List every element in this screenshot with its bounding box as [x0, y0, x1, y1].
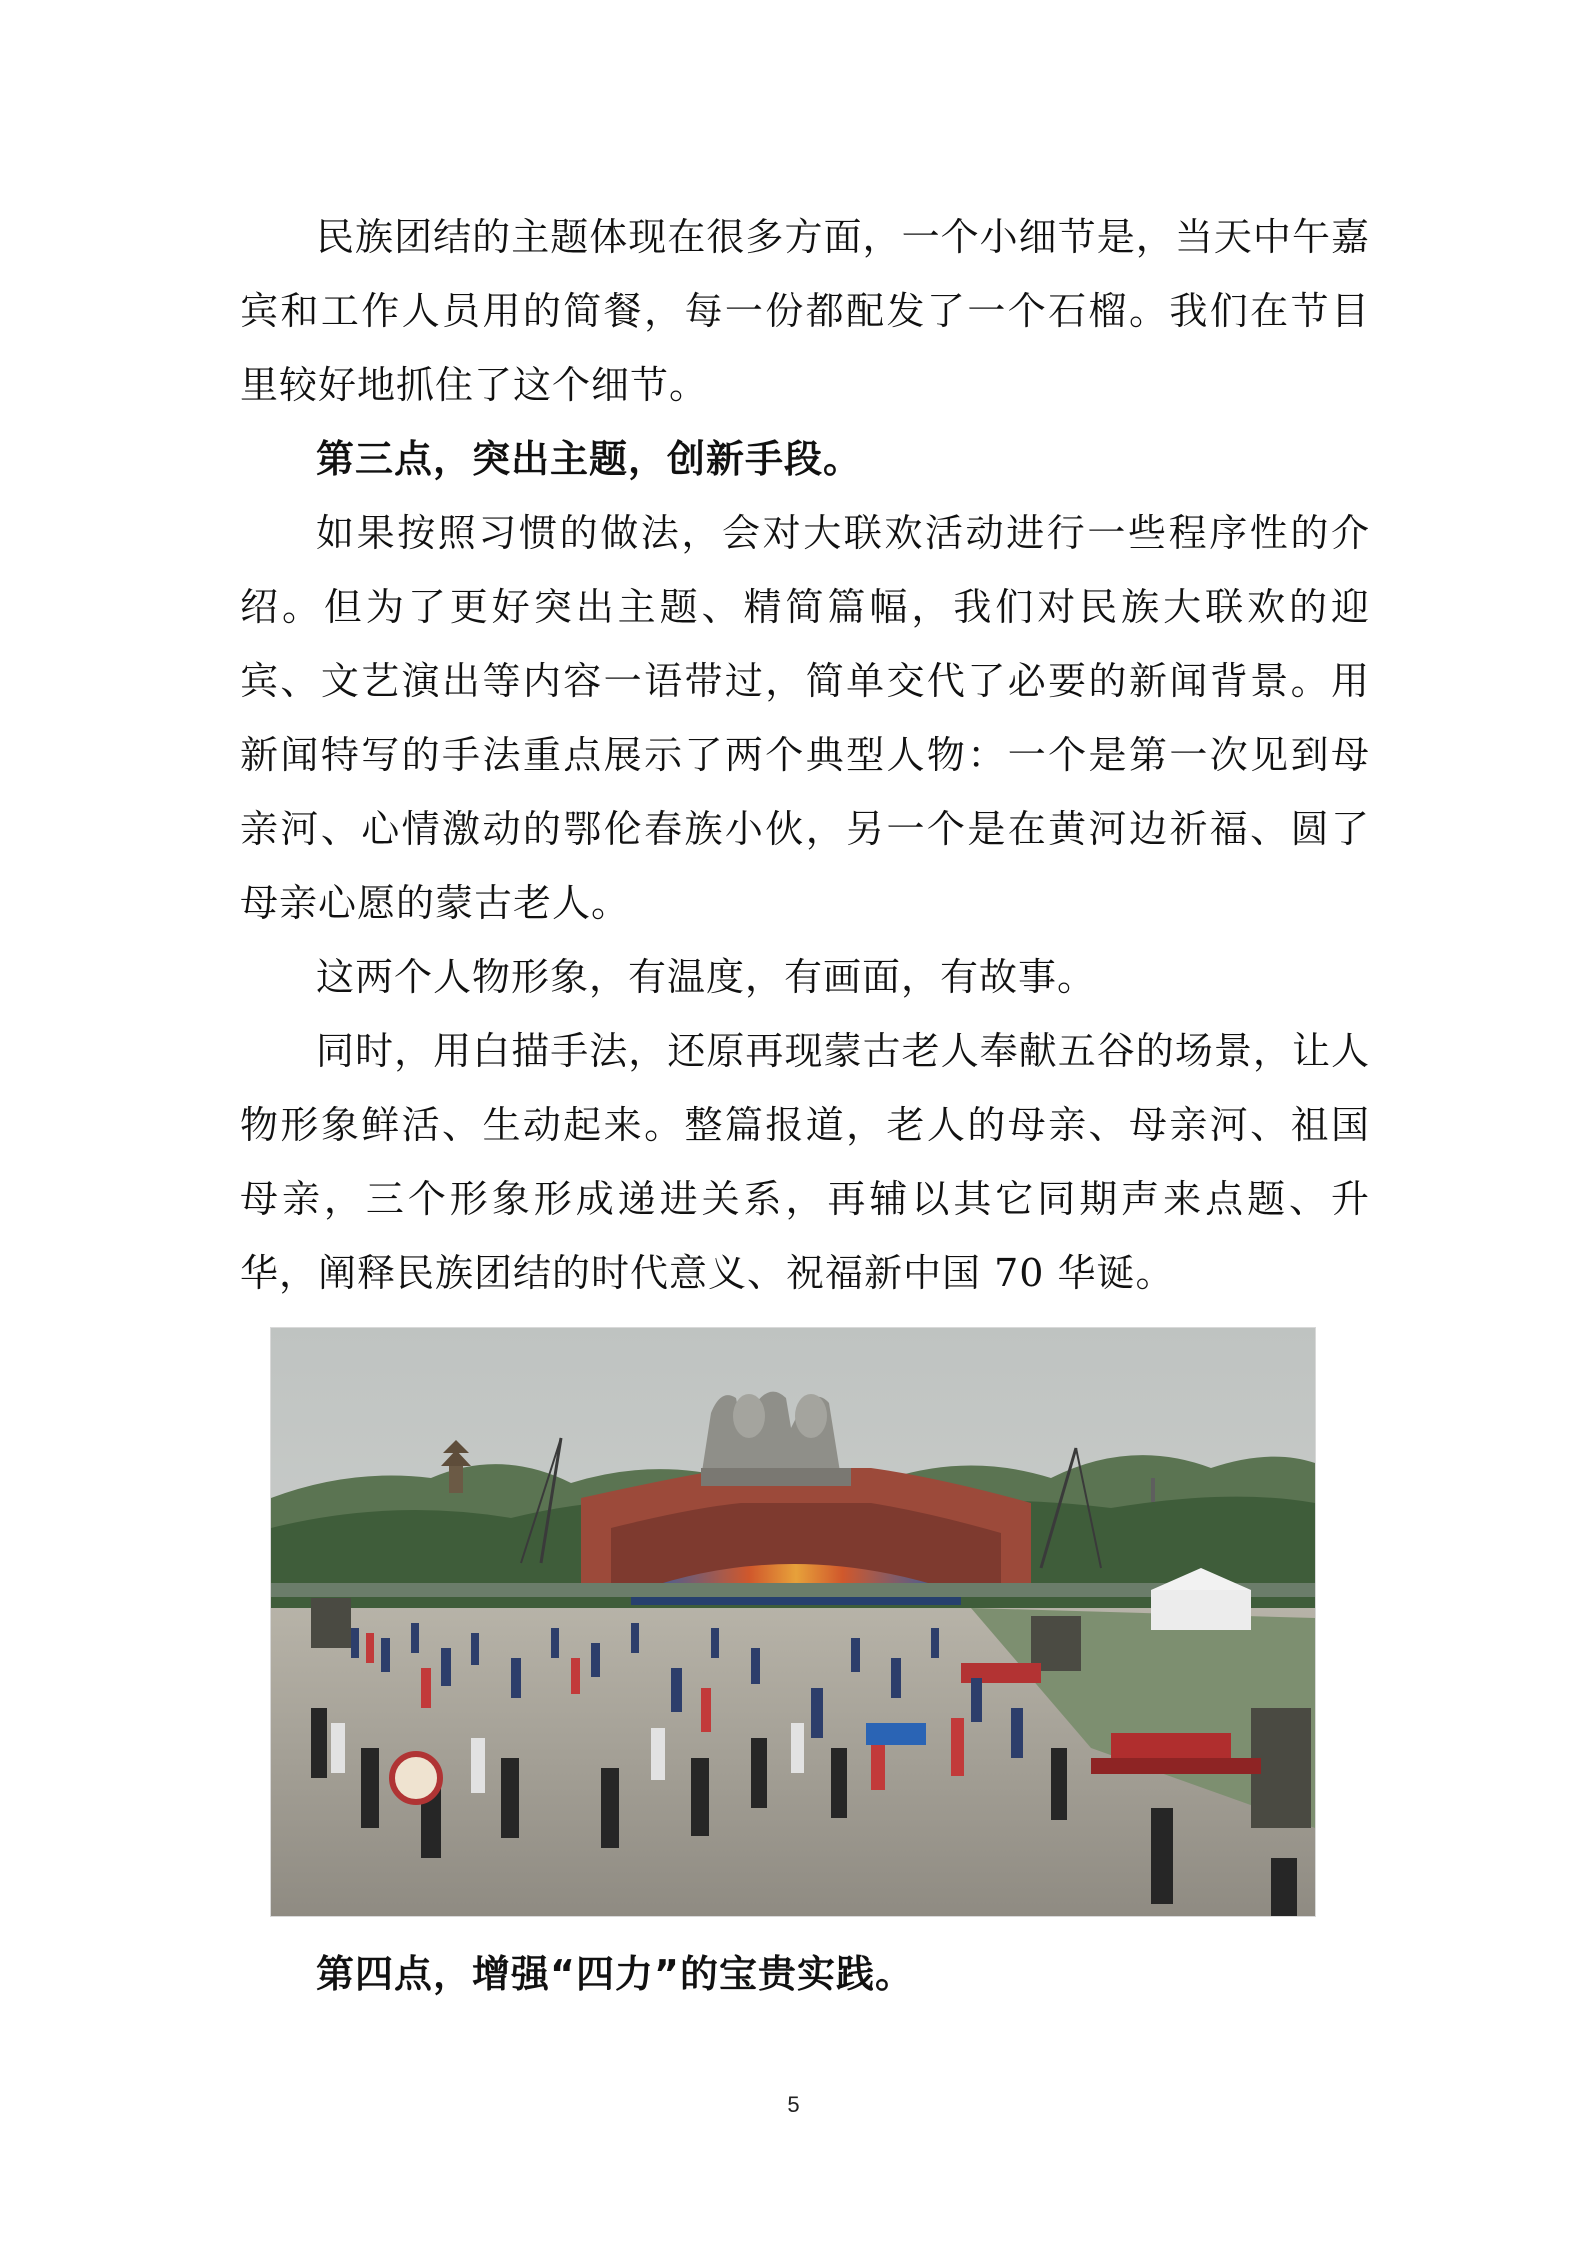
body-text-bottom	[240, 1937, 1370, 2011]
paragraph-characters: 这两个人物形象，有温度，有画面，有故事。	[316, 955, 1097, 999]
event-photo-illustration	[271, 1328, 1315, 1916]
paragraph-method: 如果按照习惯的做法，会对大联欢活动进行一些程序性的介绍。但为了更好突出主题、精简篇幅，我们对民族大联欢的迎宾、文艺演出等内容一语带过，简单交代了必要的新闻背景。用新闻特写的手法重点展示了两个典型人物：一个是第一次见到母亲河、心情激动的鄂伦春族小伙，另一个是在黄河边祈福、圆了母亲心愿的蒙古老人。	[240, 511, 1370, 925]
body-text-top	[240, 200, 1370, 1310]
heading-point-four: 第四点，增强“四力”的宝贵实践。	[316, 1952, 914, 1996]
paragraph-pomegranate-detail: 民族团结的主题体现在很多方面，一个小细节是，当天中午嘉宾和工作人员用的简餐，每一份都配发了一个石榴。我们在节目里较好地抓住了这个细节。	[240, 215, 1370, 407]
event-photo	[270, 1327, 1316, 1917]
paragraph-white-drawing: 同时，用白描手法，还原再现蒙古老人奉献五谷的场景，让人物形象鲜活、生动起来。整篇报道，老人的母亲、母亲河、祖国母亲，三个形象形成递进关系，再辅以其它同期声来点题、升华，阐释民族团结的时代意义、祝福新中国 70 华诞。	[240, 1029, 1370, 1295]
heading-point-three: 第三点，突出主题，创新手段。	[316, 437, 863, 481]
page-number: 5	[787, 2092, 800, 2117]
